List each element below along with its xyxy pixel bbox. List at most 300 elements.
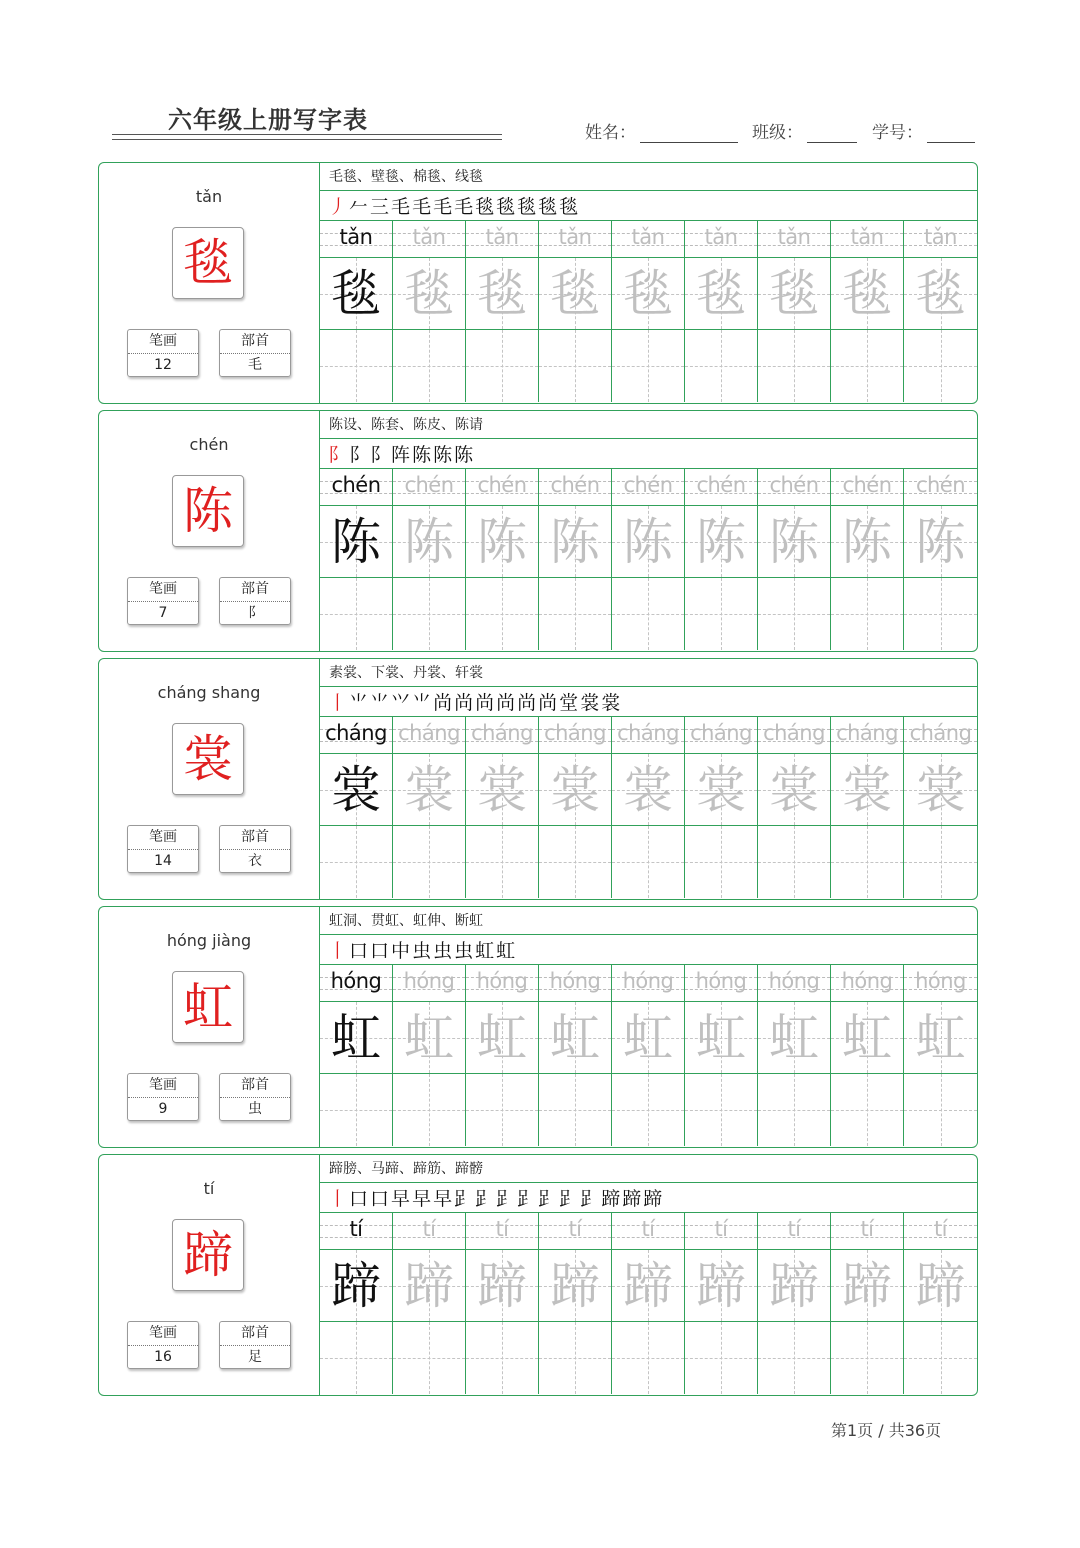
blank-writing-cell[interactable] xyxy=(393,826,466,898)
blank-writing-cell[interactable] xyxy=(904,330,977,402)
stroke-step: 堂 xyxy=(559,692,579,714)
blank-writing-cell[interactable] xyxy=(539,1322,612,1394)
stroke-step: 𧾷 xyxy=(475,1188,495,1210)
pinyin-practice-cell[interactable] xyxy=(758,469,831,506)
pinyin-trace: tí xyxy=(933,1217,948,1241)
page-number: 第1页 / 共36页 xyxy=(831,1421,942,1440)
tracing-cell[interactable] xyxy=(758,1002,831,1074)
blank-writing-cell[interactable] xyxy=(466,1074,539,1146)
stroke-step: 尚 xyxy=(496,692,516,714)
pinyin-trace: tǎn xyxy=(485,225,519,249)
tracing-cell[interactable] xyxy=(831,1002,904,1074)
stroke-step: 口 xyxy=(370,940,390,962)
pinyin-practice-cell[interactable] xyxy=(831,1213,904,1250)
pinyin-trace: chén xyxy=(550,473,600,497)
tracing-cell[interactable] xyxy=(612,258,685,330)
pinyin-practice-cell[interactable] xyxy=(612,965,685,1002)
pinyin-trace: hóng xyxy=(549,969,601,993)
stroke-count-box xyxy=(127,1321,199,1369)
character-trace: 毯 xyxy=(769,265,819,323)
pinyin-practice-cell[interactable] xyxy=(831,221,904,258)
stroke-step: 毛 xyxy=(391,196,411,218)
pinyin-trace: cháng xyxy=(617,721,679,745)
character-info-panel xyxy=(99,163,320,403)
radical-box xyxy=(219,1321,291,1369)
character-trace: 毯 xyxy=(842,265,892,323)
character-display-box xyxy=(172,971,244,1043)
blank-writing-cell[interactable] xyxy=(758,1074,831,1146)
character-trace: 陈 xyxy=(915,513,966,571)
stroke-step: 虹 xyxy=(496,940,516,962)
stroke-step: 三 xyxy=(370,196,390,218)
blank-writing-cell[interactable] xyxy=(831,578,904,650)
character-display: 陈 xyxy=(183,482,233,540)
stroke-step: 陈 xyxy=(454,444,474,466)
blank-writing-cell[interactable] xyxy=(539,1074,612,1146)
pinyin-trace: tí xyxy=(349,1217,363,1241)
tracing-cell[interactable] xyxy=(466,506,539,578)
tracing-cell[interactable] xyxy=(393,1250,466,1322)
stroke-order-row xyxy=(320,191,978,221)
character-trace: 蹄 xyxy=(404,1257,454,1315)
pinyin-trace: tǎn xyxy=(558,225,592,249)
tracing-cell[interactable] xyxy=(904,506,977,578)
pinyin-trace: tǎn xyxy=(850,225,884,249)
pinyin-trace: cháng xyxy=(471,721,533,745)
tracing-cell[interactable] xyxy=(758,1250,831,1322)
pinyin-practice-cell[interactable] xyxy=(393,965,466,1002)
pinyin-practice-cell[interactable] xyxy=(320,221,393,258)
pinyin-practice-cell[interactable] xyxy=(612,469,685,506)
tracing-cell[interactable] xyxy=(685,506,758,578)
pinyin-trace: tí xyxy=(787,1217,801,1241)
radical-box xyxy=(219,577,291,625)
example-words: 蹄膀、马蹄、蹄筋、蹄髈 xyxy=(320,1155,978,1183)
radical-value: 足 xyxy=(248,1349,262,1365)
character-trace: 虹 xyxy=(550,1009,600,1067)
pinyin-practice-cell[interactable] xyxy=(904,469,977,506)
stroke-step: 蹄 xyxy=(622,1188,642,1210)
blank-writing-cell[interactable] xyxy=(393,330,466,402)
stroke-count-box xyxy=(127,329,199,377)
pinyin-practice-cell[interactable] xyxy=(539,1213,612,1250)
character-info-panel xyxy=(99,659,320,899)
stroke-step: 丨 xyxy=(328,1188,348,1210)
pinyin-label: hóng jiàng xyxy=(166,931,252,950)
blank-writing-cell[interactable] xyxy=(612,1322,685,1394)
pinyin-label: chén xyxy=(189,435,229,454)
tracing-cell[interactable] xyxy=(466,1250,539,1322)
tracing-cell[interactable] xyxy=(466,1002,539,1074)
pinyin-trace: cháng xyxy=(763,721,825,745)
tracing-cell[interactable] xyxy=(904,754,977,826)
character-display-box xyxy=(172,1219,244,1291)
blank-writing-cell[interactable] xyxy=(612,1074,685,1146)
character-trace: 虹 xyxy=(623,1009,673,1067)
writing-practice-area xyxy=(320,659,978,899)
pinyin-practice-cell[interactable] xyxy=(539,965,612,1002)
stroke-step: 早 xyxy=(391,1188,411,1210)
pinyin-trace: tǎn xyxy=(924,225,957,249)
stroke-step: 早 xyxy=(412,1188,432,1210)
tracing-cell[interactable] xyxy=(831,258,904,330)
stroke-step: 陈 xyxy=(412,444,432,466)
tracing-cell[interactable] xyxy=(539,1250,612,1322)
pinyin-trace: cháng xyxy=(325,721,387,745)
id-label: 学号： xyxy=(872,123,923,143)
tracing-cell[interactable] xyxy=(904,1250,977,1322)
stroke-step: 毯 xyxy=(538,196,558,218)
stroke-step: 毯 xyxy=(559,196,579,218)
character-trace: 蹄 xyxy=(915,1257,966,1315)
character-trace: 陈 xyxy=(623,513,673,571)
blank-writing-cell[interactable] xyxy=(539,826,612,898)
name-blank[interactable] xyxy=(640,124,738,143)
stroke-count-value: 14 xyxy=(154,853,172,869)
radical-value: 阝 xyxy=(248,605,262,621)
blank-writing-cell[interactable] xyxy=(320,1074,393,1146)
pinyin-practice-cell[interactable] xyxy=(539,717,612,754)
pinyin-practice-cell[interactable] xyxy=(758,965,831,1002)
radical-value: 虫 xyxy=(248,1101,262,1117)
radical-box xyxy=(219,1073,291,1121)
blank-writing-cell[interactable] xyxy=(320,1322,393,1394)
tracing-cell[interactable] xyxy=(320,754,393,826)
radical-box xyxy=(219,825,291,873)
blank-writing-cell[interactable] xyxy=(320,578,393,650)
stroke-step: 虫 xyxy=(454,940,474,962)
stroke-step: ⺌ xyxy=(349,692,369,714)
stroke-count-value: 7 xyxy=(158,605,168,621)
blank-writing-cell[interactable] xyxy=(685,578,758,650)
tracing-cell[interactable] xyxy=(393,754,466,826)
stroke-step: 𧾷 xyxy=(496,1188,516,1210)
blank-writing-cell[interactable] xyxy=(685,330,758,402)
character-display: 蹄 xyxy=(183,1226,233,1284)
pinyin-practice-cell[interactable] xyxy=(904,965,977,1002)
character-info-panel xyxy=(99,907,320,1147)
pinyin-practice-cell[interactable] xyxy=(393,717,466,754)
pinyin-practice-cell[interactable] xyxy=(466,221,539,258)
pinyin-practice-cell[interactable] xyxy=(393,221,466,258)
character-trace: 蹄 xyxy=(623,1257,673,1315)
tracing-cell[interactable] xyxy=(685,1002,758,1074)
pinyin-practice-cell[interactable] xyxy=(393,469,466,506)
pinyin-trace: cháng xyxy=(836,721,898,745)
example-words: 素裳、下裳、丹裳、轩裳 xyxy=(320,659,978,687)
blank-writing-cell[interactable] xyxy=(393,1074,466,1146)
practice-grid xyxy=(320,221,978,403)
blank-writing-cell[interactable] xyxy=(685,826,758,898)
blank-writing-cell[interactable] xyxy=(904,1074,977,1146)
blank-writing-cell[interactable] xyxy=(539,578,612,650)
blank-writing-cell[interactable] xyxy=(612,578,685,650)
pinyin-trace: hóng xyxy=(841,969,893,993)
character-display: 虹 xyxy=(183,978,233,1036)
blank-writing-cell[interactable] xyxy=(758,826,831,898)
character-trace: 裳 xyxy=(842,761,892,819)
pinyin-trace: chén xyxy=(696,473,746,497)
pinyin-practice-cell[interactable] xyxy=(466,469,539,506)
tracing-cell[interactable] xyxy=(320,258,393,330)
pinyin-trace: tǎn xyxy=(631,225,665,249)
character-trace: 陈 xyxy=(477,513,527,571)
tracing-cell[interactable] xyxy=(758,258,831,330)
character-trace: 裳 xyxy=(769,761,819,819)
character-trace: 毯 xyxy=(623,265,673,323)
pinyin-practice-cell[interactable] xyxy=(831,965,904,1002)
pinyin-trace: chén xyxy=(477,473,527,497)
stroke-step: 虫 xyxy=(433,940,453,962)
radical-value: 衣 xyxy=(248,853,262,869)
pinyin-practice-cell[interactable] xyxy=(904,1213,977,1250)
blank-writing-cell[interactable] xyxy=(685,1074,758,1146)
pinyin-trace: tǎn xyxy=(339,225,373,249)
tracing-cell[interactable] xyxy=(320,506,393,578)
pinyin-trace: tí xyxy=(860,1217,874,1241)
radical-label: 部首 xyxy=(220,578,290,602)
blank-writing-cell[interactable] xyxy=(393,1322,466,1394)
stroke-step: 中 xyxy=(391,940,411,962)
character-trace: 裳 xyxy=(477,761,527,819)
tracing-cell[interactable] xyxy=(539,754,612,826)
stroke-step: 𧾷 xyxy=(580,1188,600,1210)
radical-box xyxy=(219,329,291,377)
pinyin-practice-cell[interactable] xyxy=(320,965,393,1002)
tracing-cell[interactable] xyxy=(904,258,977,330)
stroke-step: 𠂉 xyxy=(349,196,369,218)
student-id-field[interactable] xyxy=(872,118,975,143)
stroke-step: 毛 xyxy=(433,196,453,218)
character-trace: 虹 xyxy=(696,1009,746,1067)
tracing-cell[interactable] xyxy=(612,506,685,578)
blank-writing-cell[interactable] xyxy=(831,330,904,402)
stroke-step: 虹 xyxy=(475,940,495,962)
pinyin-trace: tǎn xyxy=(704,225,738,249)
pinyin-practice-cell[interactable] xyxy=(685,221,758,258)
pinyin-practice-cell[interactable] xyxy=(466,965,539,1002)
writing-practice-area xyxy=(320,411,978,651)
tracing-cell[interactable] xyxy=(320,1002,393,1074)
stroke-step: 毯 xyxy=(496,196,516,218)
stroke-count-box xyxy=(127,825,199,873)
tracing-cell[interactable] xyxy=(831,754,904,826)
stroke-step: 毛 xyxy=(454,196,474,218)
pinyin-practice-cell[interactable] xyxy=(466,1213,539,1250)
pinyin-practice-cell[interactable] xyxy=(758,717,831,754)
pinyin-trace: hóng xyxy=(403,969,455,993)
title-underline xyxy=(112,134,502,135)
stroke-step: 口 xyxy=(349,1188,369,1210)
stroke-step: 尚 xyxy=(454,692,474,714)
stroke-step: 口 xyxy=(349,940,369,962)
pinyin-trace: chén xyxy=(915,473,966,497)
blank-writing-cell[interactable] xyxy=(904,578,977,650)
stroke-step: 裳 xyxy=(580,692,600,714)
practice-grid xyxy=(320,1213,978,1395)
radical-label: 部首 xyxy=(220,1322,290,1346)
blank-writing-cell[interactable] xyxy=(393,578,466,650)
pinyin-trace: cháng xyxy=(398,721,460,745)
stroke-step: 口 xyxy=(370,1188,390,1210)
stroke-count-box xyxy=(127,1073,199,1121)
practice-grid xyxy=(320,717,978,899)
tracing-cell[interactable] xyxy=(466,754,539,826)
blank-writing-cell[interactable] xyxy=(831,826,904,898)
pinyin-trace: hóng xyxy=(330,969,382,993)
stroke-step: ⺌ xyxy=(370,692,390,714)
class-blank[interactable] xyxy=(807,124,857,143)
character-trace: 陈 xyxy=(769,513,819,571)
pinyin-trace: hóng xyxy=(915,969,966,993)
pinyin-practice-cell[interactable] xyxy=(612,1213,685,1250)
character-trace: 蹄 xyxy=(696,1257,746,1315)
writing-practice-area xyxy=(320,1155,978,1395)
pinyin-trace: cháng xyxy=(690,721,752,745)
radical-label: 部首 xyxy=(220,330,290,354)
pinyin-practice-cell[interactable] xyxy=(466,717,539,754)
pinyin-practice-cell[interactable] xyxy=(904,717,977,754)
stroke-count-value: 9 xyxy=(158,1101,168,1117)
tracing-cell[interactable] xyxy=(685,1250,758,1322)
blank-writing-cell[interactable] xyxy=(612,330,685,402)
tracing-cell[interactable] xyxy=(393,1002,466,1074)
pinyin-practice-cell[interactable] xyxy=(393,1213,466,1250)
stroke-count-label: 笔画 xyxy=(128,578,198,602)
tracing-cell[interactable] xyxy=(758,506,831,578)
pinyin-practice-cell[interactable] xyxy=(685,965,758,1002)
pinyin-trace: tǎn xyxy=(777,225,811,249)
character-trace: 毯 xyxy=(331,265,381,323)
pinyin-practice-cell[interactable] xyxy=(539,221,612,258)
pinyin-practice-cell[interactable] xyxy=(320,717,393,754)
pinyin-practice-cell[interactable] xyxy=(758,221,831,258)
radical-label: 部首 xyxy=(220,826,290,850)
blank-writing-cell[interactable] xyxy=(685,1322,758,1394)
tracing-cell[interactable] xyxy=(612,1250,685,1322)
pinyin-label: tí xyxy=(203,1179,215,1198)
blank-writing-cell[interactable] xyxy=(831,1322,904,1394)
stroke-step: 毯 xyxy=(517,196,537,218)
character-trace: 陈 xyxy=(842,513,892,571)
pinyin-trace: tí xyxy=(714,1217,728,1241)
page-title: 六年级上册写字表 xyxy=(168,106,368,134)
id-blank[interactable] xyxy=(927,124,975,143)
pinyin-practice-cell[interactable] xyxy=(831,717,904,754)
tracing-cell[interactable] xyxy=(612,1002,685,1074)
blank-writing-cell[interactable] xyxy=(758,1322,831,1394)
pinyin-practice-cell[interactable] xyxy=(685,717,758,754)
tracing-cell[interactable] xyxy=(831,1250,904,1322)
pinyin-practice-cell[interactable] xyxy=(904,221,977,258)
pinyin-practice-cell[interactable] xyxy=(539,469,612,506)
pinyin-practice-cell[interactable] xyxy=(685,469,758,506)
character-trace: 蹄 xyxy=(842,1257,892,1315)
character-info-panel xyxy=(99,411,320,651)
character-trace: 陈 xyxy=(404,513,454,571)
character-card xyxy=(98,906,978,1148)
tracing-cell[interactable] xyxy=(393,258,466,330)
tracing-cell[interactable] xyxy=(685,258,758,330)
tracing-cell[interactable] xyxy=(320,1250,393,1322)
blank-writing-cell[interactable] xyxy=(612,826,685,898)
character-display: 毯 xyxy=(183,234,233,292)
example-words: 毛毯、壁毯、棉毯、线毯 xyxy=(320,163,978,191)
stroke-step: 阝 xyxy=(370,444,390,466)
character-trace: 裳 xyxy=(623,761,673,819)
character-trace: 陈 xyxy=(696,513,746,571)
stroke-count-label: 笔画 xyxy=(128,1074,198,1098)
blank-writing-cell[interactable] xyxy=(466,578,539,650)
character-trace: 裳 xyxy=(696,761,746,819)
blank-writing-cell[interactable] xyxy=(904,1322,977,1394)
blank-writing-cell[interactable] xyxy=(466,826,539,898)
tracing-cell[interactable] xyxy=(831,506,904,578)
tracing-cell[interactable] xyxy=(393,506,466,578)
character-trace: 蹄 xyxy=(550,1257,600,1315)
tracing-cell[interactable] xyxy=(539,258,612,330)
blank-writing-cell[interactable] xyxy=(758,578,831,650)
blank-writing-cell[interactable] xyxy=(466,1322,539,1394)
stroke-step: 陈 xyxy=(433,444,453,466)
pinyin-trace: chén xyxy=(623,473,673,497)
stroke-step: 𧾷 xyxy=(517,1188,537,1210)
blank-writing-cell[interactable] xyxy=(904,826,977,898)
blank-writing-cell[interactable] xyxy=(466,330,539,402)
pinyin-practice-cell[interactable] xyxy=(612,717,685,754)
character-trace: 虹 xyxy=(404,1009,454,1067)
student-name-field[interactable] xyxy=(585,118,738,143)
pinyin-trace: hóng xyxy=(622,969,674,993)
tracing-cell[interactable] xyxy=(685,754,758,826)
blank-writing-cell[interactable] xyxy=(758,330,831,402)
class-field[interactable] xyxy=(752,118,857,143)
pinyin-practice-cell[interactable] xyxy=(612,221,685,258)
stroke-step: 丿 xyxy=(328,196,348,218)
character-trace: 虹 xyxy=(769,1009,819,1067)
pinyin-practice-cell[interactable] xyxy=(758,1213,831,1250)
character-trace: 蹄 xyxy=(769,1257,819,1315)
blank-writing-cell[interactable] xyxy=(320,330,393,402)
stroke-step: 𧾷 xyxy=(454,1188,474,1210)
pinyin-practice-cell[interactable] xyxy=(685,1213,758,1250)
blank-writing-cell[interactable] xyxy=(539,330,612,402)
tracing-cell[interactable] xyxy=(539,506,612,578)
pinyin-practice-cell[interactable] xyxy=(831,469,904,506)
pinyin-practice-cell[interactable] xyxy=(320,469,393,506)
stroke-step: 丨 xyxy=(328,692,348,714)
stroke-order-row xyxy=(320,1183,978,1213)
stroke-step: ⺌ xyxy=(412,692,432,714)
stroke-step: 毯 xyxy=(475,196,495,218)
practice-grid xyxy=(320,965,978,1147)
tracing-cell[interactable] xyxy=(466,258,539,330)
example-words: 陈设、陈套、陈皮、陈请 xyxy=(320,411,978,439)
name-label: 姓名： xyxy=(585,123,636,143)
stroke-count-label: 笔画 xyxy=(128,330,198,354)
stroke-count-label: 笔画 xyxy=(128,826,198,850)
pinyin-practice-cell[interactable] xyxy=(320,1213,393,1250)
blank-writing-cell[interactable] xyxy=(320,826,393,898)
tracing-cell[interactable] xyxy=(539,1002,612,1074)
character-display-box xyxy=(172,723,244,795)
character-trace: 毯 xyxy=(404,265,454,323)
tracing-cell[interactable] xyxy=(612,754,685,826)
blank-writing-cell[interactable] xyxy=(831,1074,904,1146)
tracing-cell[interactable] xyxy=(904,1002,977,1074)
character-card xyxy=(98,1154,978,1396)
tracing-cell[interactable] xyxy=(758,754,831,826)
